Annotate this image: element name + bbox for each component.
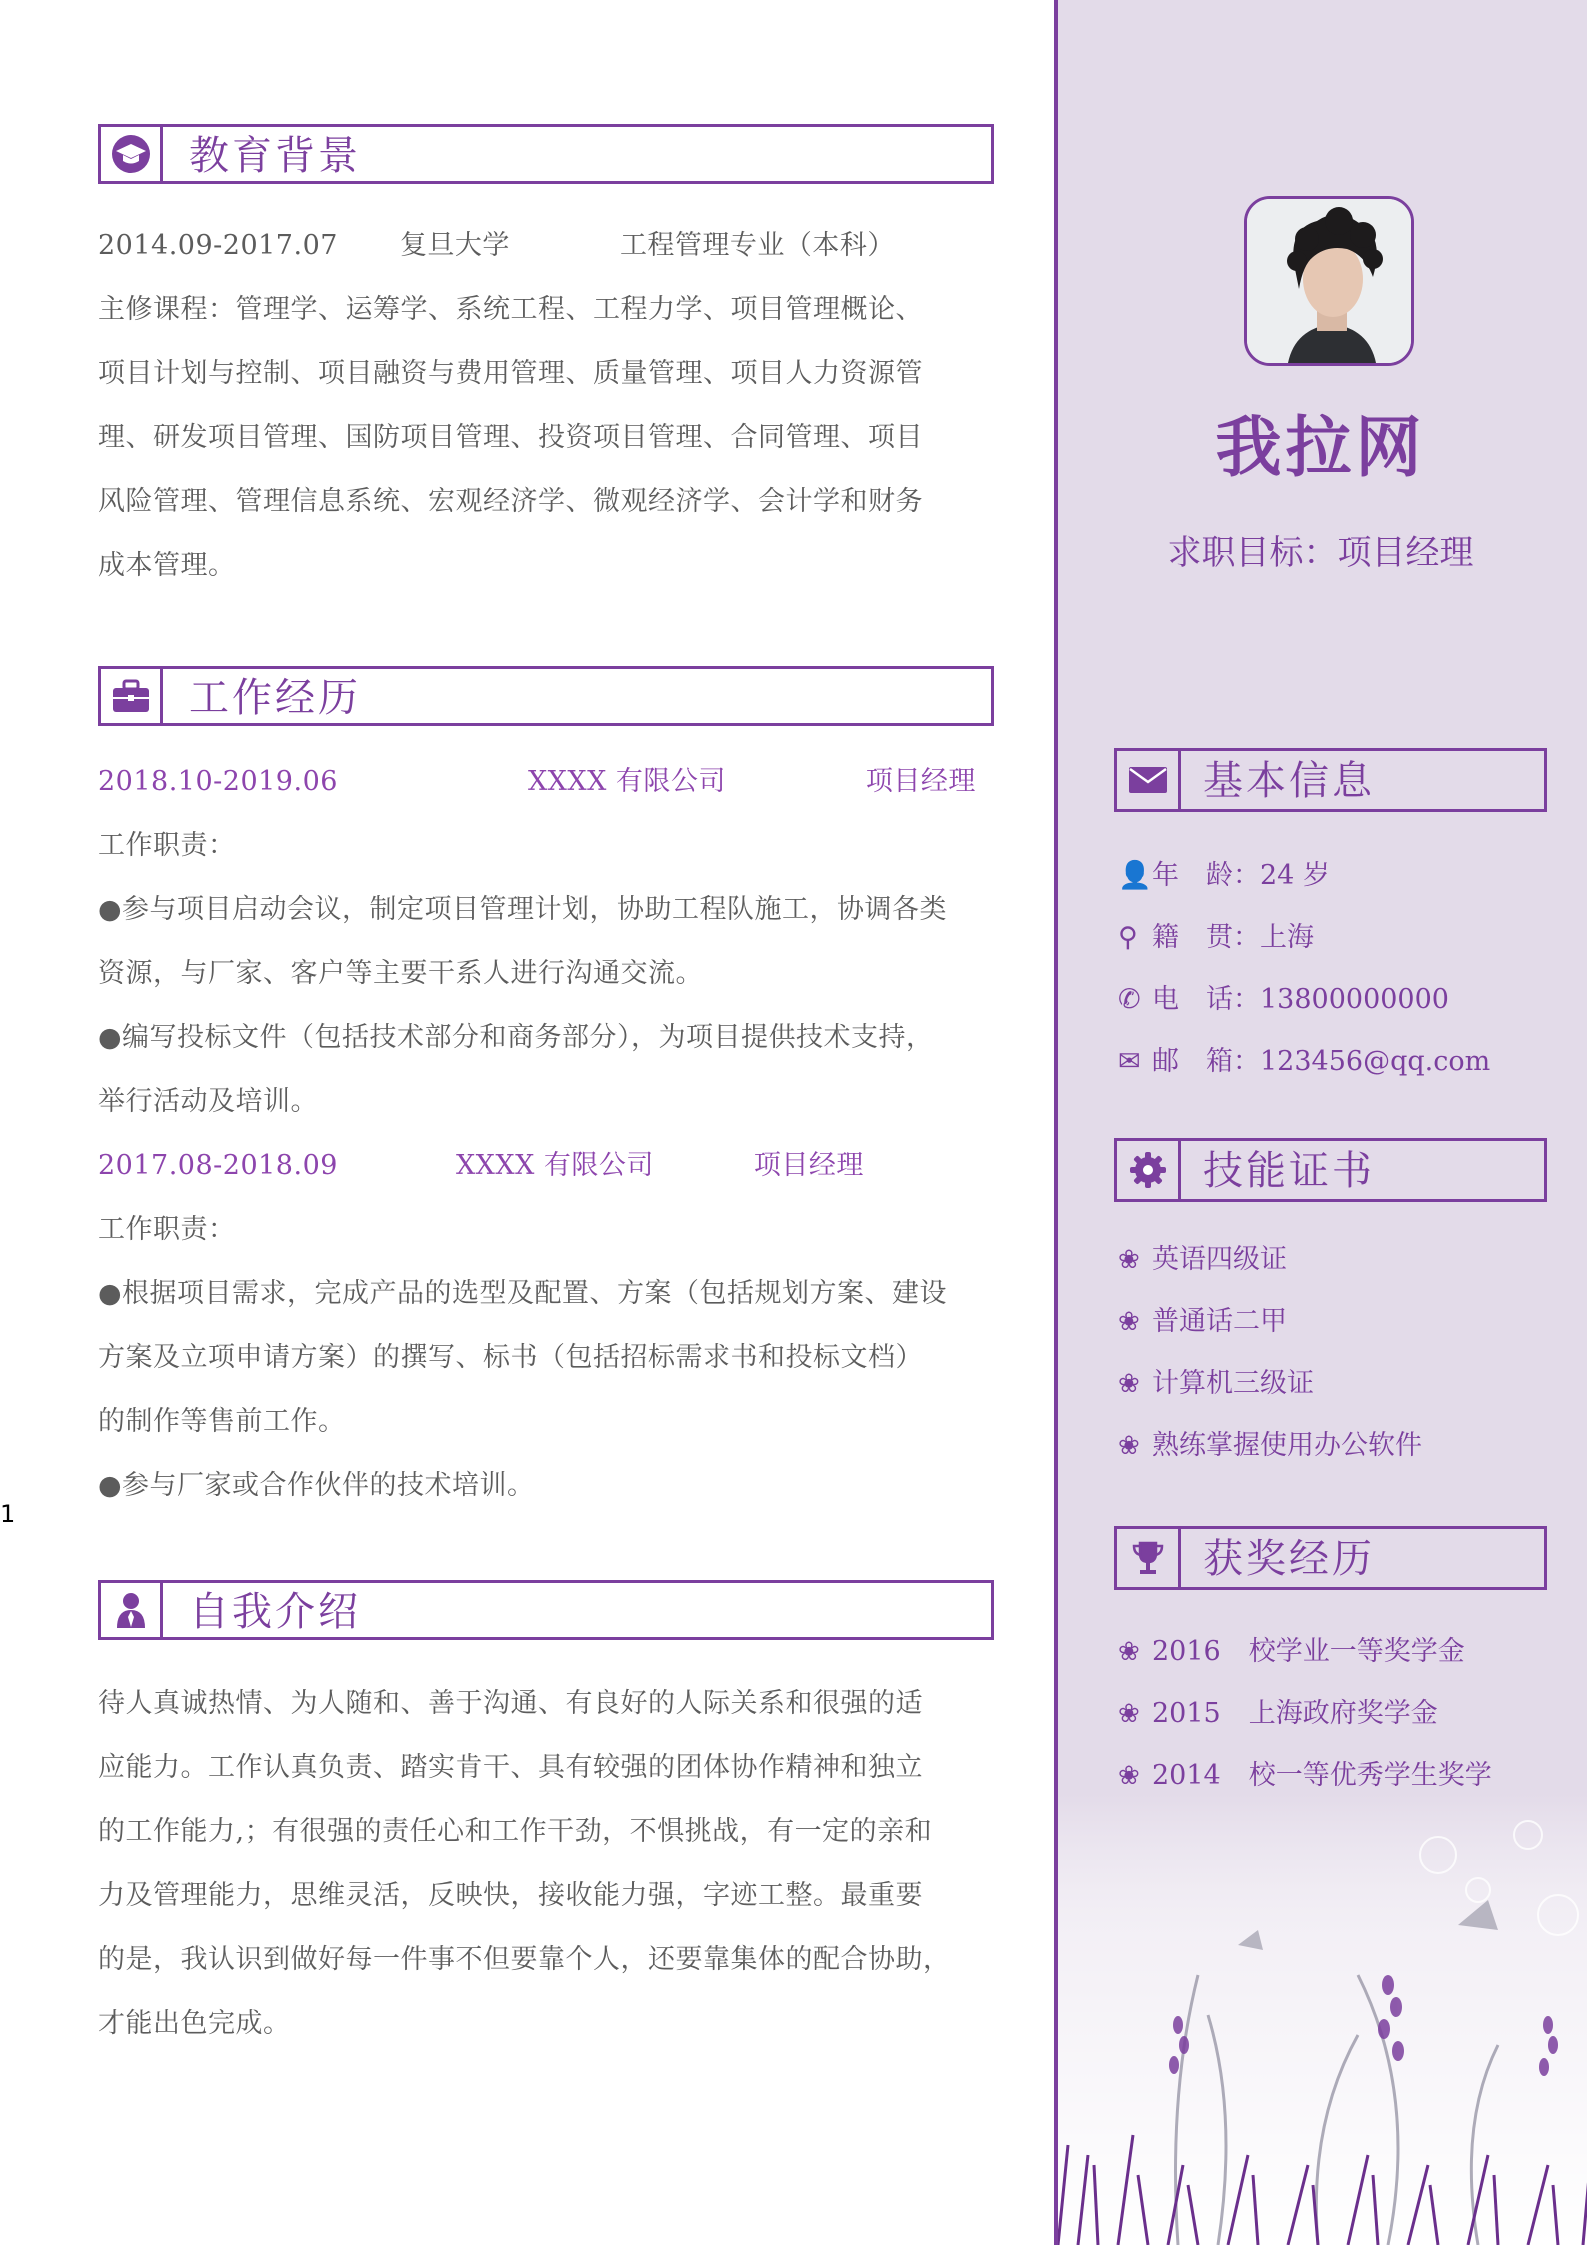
education-summary	[98, 214, 998, 278]
flower-bullet-icon: ❀	[1118, 1699, 1140, 1729]
info-email: ✉ 邮 箱：123456@qq.com	[1118, 1042, 1490, 1082]
flower-bullet-icon: ❀	[1118, 1369, 1140, 1399]
duty-line: 资源，与厂家、客户等主要干系人进行沟通交流。	[98, 958, 703, 989]
education-period: 2014.09-2017.07	[98, 230, 338, 261]
education-section-header	[98, 124, 994, 184]
trophy-icon	[1117, 1529, 1181, 1587]
job-period: 2018.10-2019.06	[98, 766, 338, 797]
about-line: 应能力。工作认真负责、踏实肯干、具有较强的团体协作精神和独立	[98, 1752, 923, 1783]
about-line: 的是，我认识到做好每一件事不但要靠个人，还要靠集体的配合协助，	[98, 1944, 951, 1975]
award-item: ❀ 2016 校学业一等奖学金	[1118, 1632, 1465, 1672]
location-pin-icon: ⚲	[1118, 922, 1138, 953]
duty-line: ●根据项目需求，完成产品的选型及配置、方案（包括规划方案、建设	[98, 1278, 948, 1309]
duty-line: 举行活动及培训。	[98, 1086, 318, 1117]
course-line: 理、研发项目管理、国防项目管理、投资项目管理、合同管理、项目	[98, 422, 923, 453]
skill-item: ❀ 普通话二甲	[1118, 1302, 1287, 1342]
duty-line: ●参与项目启动会议，制定项目管理计划，协助工程队施工，协调各类	[98, 894, 948, 925]
info-hometown: ⚲ 籍 贯：上海	[1118, 918, 1314, 958]
skill-item: ❀ 计算机三级证	[1118, 1364, 1314, 1404]
job-header	[98, 750, 998, 814]
job-position: 项目经理	[865, 766, 976, 797]
meadow-decoration	[1058, 1795, 1587, 2245]
person-icon: 👤	[1118, 860, 1152, 891]
education-title: 教育背景	[189, 133, 361, 179]
award-item: ❀ 2014 校一等优秀学生奖学	[1118, 1756, 1492, 1796]
flower-bullet-icon: ❀	[1118, 1307, 1140, 1337]
about-title: 自我介绍	[189, 1589, 361, 1635]
candidate-name: 我拉网	[1215, 408, 1426, 486]
envelope-icon	[1117, 751, 1181, 809]
duty-line: 的制作等售前工作。	[98, 1406, 346, 1437]
education-school: 复旦大学	[399, 230, 510, 261]
duty-label: 工作职责：	[98, 1214, 236, 1245]
job-objective: 求职目标：项目经理	[1167, 533, 1474, 573]
basic-info-header	[1114, 748, 1547, 812]
course-line: 项目计划与控制、项目融资与费用管理、质量管理、项目人力资源管	[98, 358, 923, 389]
page-number: 1	[0, 1500, 16, 1528]
mail-icon: ✉	[1118, 1046, 1141, 1077]
course-line: 主修课程：管理学、运筹学、系统工程、工程力学、项目管理概论、	[98, 294, 923, 325]
work-title: 工作经历	[189, 675, 361, 721]
work-section-header	[98, 666, 994, 726]
skill-item: ❀ 熟练掌握使用办公软件	[1118, 1426, 1422, 1466]
education-major: 工程管理专业（本科）	[619, 230, 895, 261]
awards-title: 获奖经历	[1203, 1536, 1375, 1582]
graduation-cap-icon	[101, 127, 163, 181]
about-line: 力及管理能力，思维灵活，反映快，接收能力强，字迹工整。最重要	[98, 1880, 923, 1911]
about-line: 的工作能力,；有很强的责任心和工作干劲，不惧挑战，有一定的亲和	[98, 1816, 933, 1847]
briefcase-icon	[101, 669, 163, 723]
duty-line: ●编写投标文件（包括技术部分和商务部分），为项目提供技术支持，	[98, 1022, 934, 1053]
about-line: 待人真诚热情、为人随和、善于沟通、有良好的人际关系和很强的适	[98, 1688, 923, 1719]
job-period: 2017.08-2018.09	[98, 1150, 338, 1181]
info-age: 👤年 龄：24 岁	[1118, 856, 1330, 896]
duty-line: ●参与厂家或合作伙伴的技术培训。	[98, 1470, 535, 1501]
duty-label: 工作职责：	[98, 830, 236, 861]
skills-header	[1114, 1138, 1547, 1202]
skills-title: 技能证书	[1203, 1148, 1375, 1194]
course-line: 成本管理。	[98, 550, 236, 581]
job-company: XXXX 有限公司	[527, 766, 726, 797]
skill-item: ❀ 英语四级证	[1118, 1240, 1287, 1280]
basic-info-title: 基本信息	[1203, 758, 1375, 804]
about-section-header	[98, 1580, 994, 1640]
flower-bullet-icon: ❀	[1118, 1637, 1140, 1667]
duty-line: 方案及立项申请方案）的撰写、标书（包括招标需求书和投标文档）	[98, 1342, 923, 1373]
about-line: 才能出色完成。	[98, 2008, 291, 2039]
flower-bullet-icon: ❀	[1118, 1245, 1140, 1275]
info-phone: ✆ 电 话：13800000000	[1118, 980, 1449, 1020]
job-company: XXXX 有限公司	[455, 1150, 654, 1181]
avatar	[1244, 196, 1414, 366]
gear-icon	[1117, 1141, 1181, 1199]
course-line: 风险管理、管理信息系统、宏观经济学、微观经济学、会计学和财务	[98, 486, 923, 517]
award-item: ❀ 2015 上海政府奖学金	[1118, 1694, 1438, 1734]
job-position: 项目经理	[753, 1150, 864, 1181]
job-header	[98, 1134, 998, 1198]
flower-bullet-icon: ❀	[1118, 1761, 1140, 1791]
person-icon	[101, 1583, 163, 1637]
flower-bullet-icon: ❀	[1118, 1431, 1140, 1461]
phone-icon: ✆	[1118, 984, 1141, 1015]
awards-header	[1114, 1526, 1547, 1590]
